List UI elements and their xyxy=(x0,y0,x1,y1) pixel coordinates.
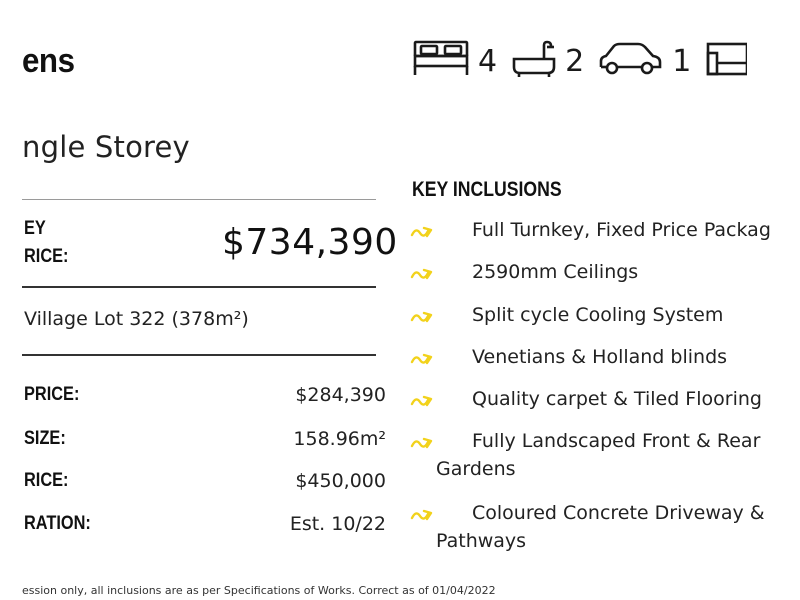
bath-icon xyxy=(511,39,557,83)
package-label: EY xyxy=(24,218,46,239)
inclusion-text: Coloured Concrete Driveway & xyxy=(472,502,765,524)
feature-summary xyxy=(412,38,747,84)
house-price-value: $450,000 xyxy=(295,470,386,492)
inclusion-text: 2590mm Ceilings xyxy=(472,261,639,283)
inclusion-text: Full Turnkey, Fixed Price Packag xyxy=(472,219,771,241)
yellow-arrow-icon xyxy=(410,393,436,409)
yellow-arrow-icon xyxy=(410,309,436,325)
sofa-icon xyxy=(705,39,747,83)
house-price-label: RICE: xyxy=(24,470,69,491)
yellow-arrow-icon xyxy=(410,266,436,282)
inclusion-text: Venetians & Holland blinds xyxy=(472,346,728,368)
house-size-value: 158.96m² xyxy=(293,428,386,450)
inclusion-text: Fully Landscaped Front & Rear xyxy=(472,430,761,452)
package-label-2: RICE: xyxy=(24,246,69,267)
bedroom-count: 4 xyxy=(478,43,498,79)
divider-price xyxy=(22,286,376,288)
key-inclusions-heading: KEY INCLUSIONS xyxy=(412,178,562,201)
yellow-arrow-icon xyxy=(410,224,436,240)
bathroom-count: 2 xyxy=(565,43,585,79)
land-price-label: PRICE: xyxy=(24,384,80,405)
inclusion-text: Split cycle Cooling System xyxy=(472,304,724,326)
inclusion-text-continued: Gardens xyxy=(436,458,516,480)
registration-label: RATION: xyxy=(24,513,91,534)
house-size-label: SIZE: xyxy=(24,428,66,449)
property-subtitle: ngle Storey xyxy=(22,130,190,164)
divider-top xyxy=(22,199,376,200)
inclusion-text: Quality carpet & Tiled Flooring xyxy=(472,388,762,410)
divider-lot xyxy=(22,354,376,356)
package-price: $734,390 xyxy=(222,222,398,263)
disclaimer-footnote: ession only, all inclusions are as per Specifications of Works. Correct as of 01/04/2022 xyxy=(22,584,496,597)
lot-details: Village Lot 322 (378m²) xyxy=(24,308,249,330)
land-price-value: $284,390 xyxy=(295,384,386,406)
inclusion-text-continued: Pathways xyxy=(436,530,527,552)
car-icon xyxy=(598,39,664,83)
yellow-arrow-icon xyxy=(410,435,436,451)
yellow-arrow-icon xyxy=(410,507,436,523)
car-space-count: 1 xyxy=(672,43,692,79)
property-title: ens xyxy=(22,42,75,80)
registration-value: Est. 10/22 xyxy=(289,513,386,535)
bed-icon xyxy=(412,39,470,83)
yellow-arrow-icon xyxy=(410,351,436,367)
